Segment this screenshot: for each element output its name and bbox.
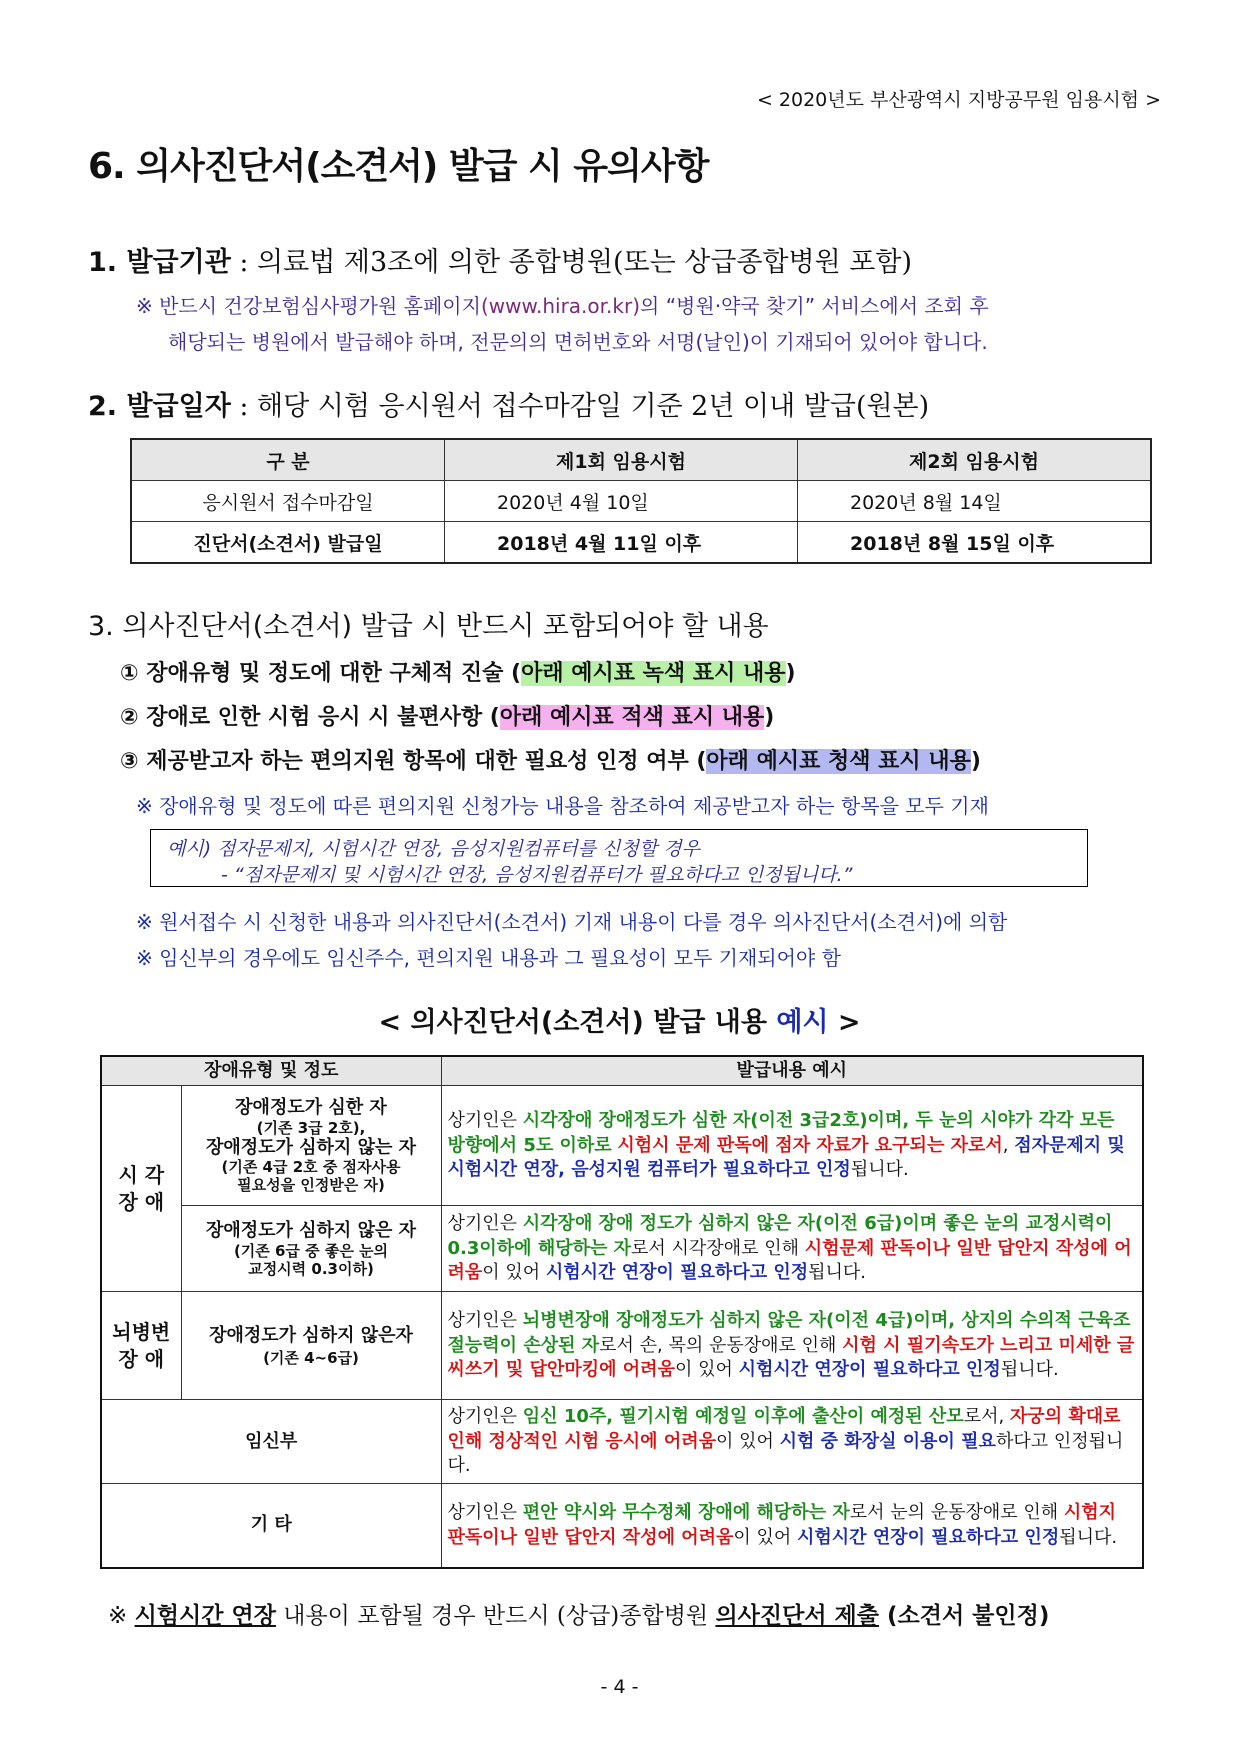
table-cell: 응시원서 접수마감일 [131,481,445,522]
category-brain: 뇌병변 장 애 [101,1292,181,1400]
plain: 이 있어 [716,1430,780,1452]
blue-text: 시험시간 연장이 필요하다고 인정 [797,1526,1060,1548]
bold-text: (소견서 불인정) [879,1603,1050,1629]
table-cell: 진단서(소견서) 발급일 [131,522,445,564]
blue-text: 시험시간 연장이 필요하다고 인정 [545,1261,809,1283]
section-3-note-2: ※ 원서접수 시 신청한 내용과 의사진단서(소견서) 기재 내용이 다를 경우 의사진단서(소견서)에 의함 [136,910,1008,934]
green-text: 뇌병변장애 장애정도가 심하지 않은 자(이전 4급)이며, 상지의 수의적 근육조절능력이 손상된 자 [447,1310,1131,1356]
item-text: ③ 제공받고자 하는 편의지원 항목에 대한 필요성 인정 여부 ( [120,749,707,774]
sub-line: 교정시력 0.3이하) [248,1259,374,1278]
plain: , [1002,1134,1015,1156]
green-text: 편안 약시와 무수정체 장애에 해당하는 자 [522,1502,850,1524]
sub-line: 필요성을 인정받은 자) [237,1176,385,1195]
hira-link[interactable]: (www.hira.or.kr) [480,294,641,318]
plain: 내용이 포함될 경우 반드시 (상급)종합병원 [275,1603,716,1629]
vision-sub-1 [181,1086,441,1206]
vision-sub-2 [181,1206,441,1292]
section-1-note [136,290,989,319]
example-table [100,1055,1144,1569]
table-cell: 2018년 8월 15일 이후 [798,522,1152,564]
section-3-note-3: ※ 임신부의 경우에도 임신주수, 편의지원 내용과 그 필요성이 모두 기재되어야 함 [136,946,841,970]
section-3-note-1: ※ 장애유형 및 정도에 따른 편의지원 신청가능 내용을 참조하여 제공받고자 하는 항목을 모두 기재 [136,794,989,818]
plain: 됩니다. [850,1158,909,1180]
section-2-label: 2. 발급일자 [88,391,231,422]
table-header: 구 분 [131,439,445,481]
sub-title: 장애정도가 심하지 않은자 [209,1324,413,1346]
green-text: 시각장애 장애정도가 심한 자(이전 3급2호)이며, 두 눈의 시야가 각각 모든 방향에서 5도 이하로 [447,1110,1115,1156]
plain: 상기인은 [447,1502,523,1524]
table-cell: 2020년 8월 14일 [798,481,1152,522]
plain: 하다고 인정됩니다. [447,1430,1124,1476]
table-row [131,481,1151,522]
table-row [101,1206,1143,1292]
section-3-heading: 3. 의사진단서(소견서) 발급 시 반드시 포함되어야 할 내용 [88,611,769,642]
table-cell: 2020년 4월 10일 [445,481,798,522]
item-text: ② 장애로 인한 시험 응시 시 불편사항 ( [120,705,500,730]
category-other: 기 타 [101,1484,441,1568]
exam-header: < 2020년도 부산광역시 지방공무원 임용시험 > [756,89,1161,111]
page-number: - 4 - [600,1676,639,1698]
plain: 이 있어 [482,1261,546,1283]
example-table-title [0,1000,1239,1039]
plain: 상기인은 [447,1110,523,1132]
plain: 상기인은 [447,1213,523,1235]
red-text: 시험문제 판독이나 일반 답안지 작성에 어려움 [447,1237,1132,1283]
plain: 이 있어 [733,1526,797,1548]
sub-line: 장애정도가 심하지 않는 자 [205,1136,417,1158]
item-highlight: 아래 예시표 청색 표시 내용 [706,749,971,774]
table-row [101,1484,1143,1568]
footer-note [108,1597,1049,1630]
example-content [441,1292,1143,1400]
note-suffix: 의 “병원·약국 찾기” 서비스에서 조회 후 [640,294,989,318]
table-cell: 2018년 4월 11일 이후 [445,522,798,564]
green-text: 임신 10주, 필기시험 예정일 이후에 출산이 예정된 산모 [522,1406,964,1428]
section-1-label: 1. 발급기관 [88,247,231,278]
table-row [101,1086,1143,1206]
brain-sub [181,1292,441,1400]
requirement-item [120,700,774,731]
table-header: 제2회 임용시험 [798,439,1152,481]
category-vision: 시 각 장 애 [101,1086,181,1292]
table-row [131,522,1151,564]
table-header: 발급내용 예시 [441,1056,1143,1086]
example-content [441,1206,1143,1292]
plain: 로서 손, 목의 운동장애로 인해 [599,1334,843,1356]
title-prefix: < 의사진단서(소견서) 발급 내용 [378,1007,777,1038]
note-prefix: ※ 반드시 건강보험심사평가원 홈페이지 [136,294,481,318]
page-title: 6. 의사진단서(소견서) 발급 시 유의사항 [88,146,709,187]
red-text: 시험시 문제 판독에 점자 자료가 요구되는 자로서 [617,1134,1003,1156]
blue-text: 시험시간 연장이 필요하다고 인정 [738,1358,1001,1380]
plain: 로서 시각장애로 인해 [631,1237,805,1259]
plain: 상기인은 [447,1310,523,1332]
underlined-text: 의사진단서 제출 [715,1603,879,1629]
plain: 됩니다. [1000,1358,1059,1380]
plain: 로서 눈의 운동장애로 인해 [849,1502,1064,1524]
red-text: 시험 시 필기속도가 느리고 미세한 글씨쓰기 및 답안마킹에 어려움 [447,1334,1135,1380]
example-box [150,829,1088,887]
item-end: ) [970,749,981,774]
section-1-note-line2: 해당되는 병원에서 발급해야 하며, 전문의의 면허번호와 서명(날인)이 기재되어 있어야 합니다. [168,330,988,354]
item-highlight: 아래 예시표 녹색 표시 내용 [521,661,786,686]
requirement-item [120,656,796,687]
plain: 됩니다. [808,1261,867,1283]
sub-title: 장애정도가 심하지 않은 자 [205,1220,417,1241]
requirement-item [120,744,981,775]
item-highlight: 아래 예시표 적색 표시 내용 [499,705,765,730]
plain: 이 있어 [674,1358,739,1380]
plain: 됩니다. [1059,1526,1118,1548]
title-accent: 예시 [776,1007,829,1038]
sub-line: (기존 4급 2호 중 점자사용 [221,1158,401,1177]
blue-text: 점자문제지 및 시험시간 연장, 음성지원 컴퓨터가 필요하다고 인정 [447,1134,1125,1180]
blue-text: 시험 중 화장실 이용이 필요 [779,1430,996,1452]
plain: 상기인은 [447,1406,523,1428]
plain: ※ [108,1603,135,1629]
example-line-1: 예시) 점자문제지, 시험시간 연장, 음성지원컴퓨터를 신청할 경우 [167,838,700,860]
sub-line: (기존 3급 2호), [256,1118,366,1137]
item-end: ) [785,661,796,686]
sub-line: (기존 6급 중 좋은 눈의 [233,1241,389,1260]
table-row [101,1400,1143,1484]
sub-title: 장애정도가 심한 자 [235,1097,387,1119]
red-text: 시험지 판독이나 일반 답안지 작성에 어려움 [447,1502,1117,1548]
underlined-text: 시험시간 연장 [134,1603,276,1629]
category-pregnant: 임신부 [101,1400,441,1484]
table-row [101,1292,1143,1400]
table-header: 장애유형 및 정도 [101,1056,441,1086]
section-2-text: : 해당 시험 응시원서 접수마감일 기준 2년 이내 발급(원본) [230,391,930,422]
issue-date-table [130,438,1152,564]
example-line-2: - “점자문제지 및 시험시간 연장, 음성지원컴퓨터가 필요하다고 인정됩니다.” [221,864,853,886]
title-suffix: > [828,1007,861,1038]
item-text: ① 장애유형 및 정도에 대한 구체적 진술 ( [120,661,522,686]
example-content [441,1484,1143,1568]
section-1-text: : 의료법 제3조에 의한 종합병원(또는 상급종합병원 포함) [230,247,913,278]
section-1 [88,240,912,279]
red-text: 자궁의 확대로 인해 정상적인 시험 응시에 어려움 [447,1406,1121,1452]
item-end: ) [764,705,775,730]
example-content [441,1086,1143,1206]
green-text: 시각장애 장애 정도가 심하지 않은 자(이전 6급)이며 좋은 눈의 교정시력이 0.3이하에 해당하는 자 [447,1213,1113,1259]
plain: 로서, [963,1406,1010,1428]
table-header: 제1회 임용시험 [445,439,798,481]
example-content [441,1400,1143,1484]
sub-line: (기존 4~6급) [263,1348,359,1367]
section-2 [88,384,929,423]
